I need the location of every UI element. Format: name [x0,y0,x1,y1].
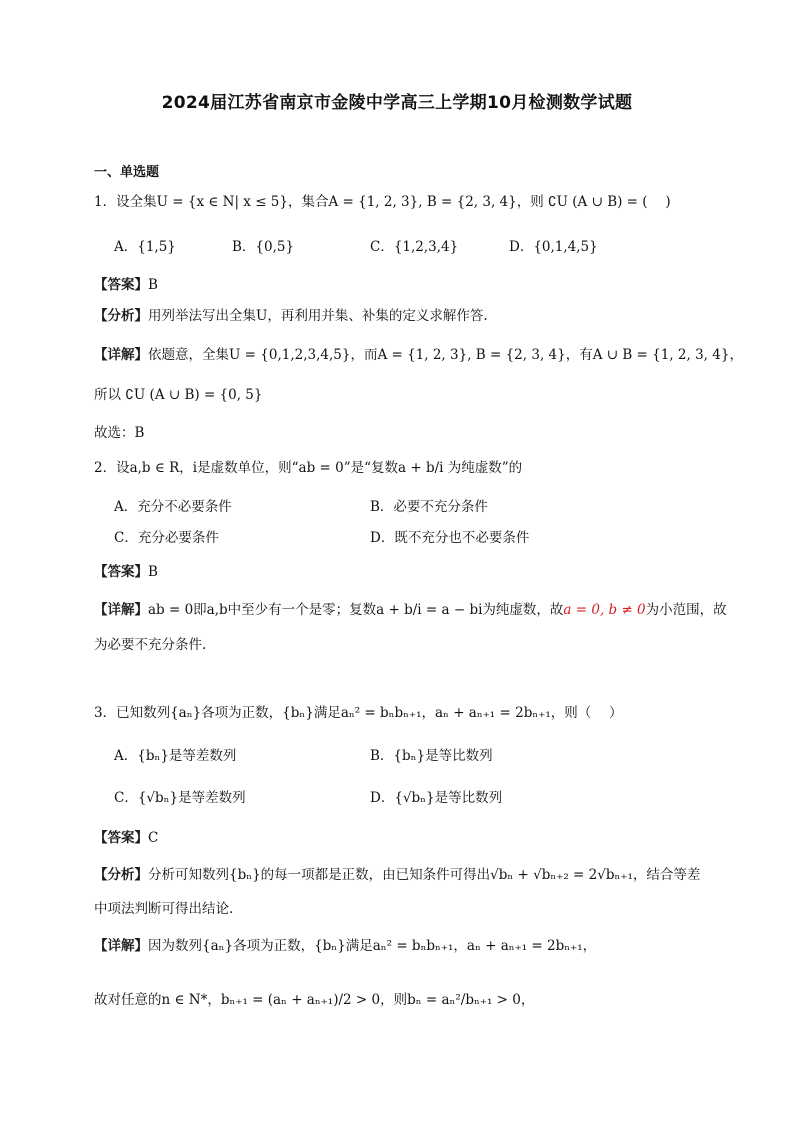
q1-analysis [94,306,734,326]
analysis-text: 用列举法写出全集U，再利用并集、补集的定义求解作答. [148,308,488,324]
q1-detail-line-2: 所以 ∁U (A ∪ B) = {0, 5} [94,387,263,403]
q3-option-c: C．{√bₙ}是等差数列 [114,790,246,806]
q1-option-b: B．{0,5} [232,239,295,255]
q1-option-a: A．{1,5} [114,239,176,255]
q1-detail-line-1 [94,345,743,365]
q2-answer [94,562,734,582]
detail-text: ab = 0即a,b中至少有一个是零；复数a + b/i = a − bi为纯虚数，故 [148,602,564,618]
detail-tag: 【详解】 [94,938,148,954]
detail-text: 因为数列{aₙ}各项为正数，{bₙ}满足aₙ² = bₙbₙ₊₁，aₙ + aₙ₊₁ = 2bₙ₊₁， [148,938,597,954]
q2-option-c: C．充分必要条件 [114,530,219,546]
answer-value: B [148,277,158,293]
q2-option-a: A．充分不必要条件 [114,499,232,515]
answer-tag: 【答案】 [94,830,148,846]
highlighted-condition: a = 0, b ≠ 0 [563,602,646,618]
q2-stem: 2．设a,b ∈ R，i是虚数单位，则“ab = 0”是“复数a + b/i 为纯虚数”的 [94,460,523,476]
q3-option-a: A．{bₙ}是等差数列 [114,748,237,764]
page-title: 2024届江苏省南京市金陵中学高三上学期10月检测数学试题 [161,93,633,113]
q1-option-c: C．{1,2,3,4} [370,239,459,255]
q1-answer [94,275,734,295]
analysis-tag: 【分析】 [94,308,148,324]
q3-analysis-line-1 [94,865,734,885]
q3-answer [94,828,734,848]
q2-option-d: D．既不充分也不必要条件 [370,530,530,546]
answer-tag: 【答案】 [94,277,148,293]
q3-detail-line-2: 故对任意的n ∈ N*，bₙ₊₁ = (aₙ + aₙ₊₁)/2 > 0，则bₙ = aₙ²/bₙ₊₁ > 0， [94,992,535,1008]
detail-tag: 【详解】 [94,602,148,618]
detail-text: 依题意，全集U = {0,1,2,3,4,5}，而A = {1, 2, 3}, B = {2, 3, 4}，有A ∪ B = {1, 2, 3, 4}， [148,347,743,363]
q3-stem: 3．已知数列{aₙ}各项为正数，{bₙ}满足aₙ² = bₙbₙ₊₁，aₙ + aₙ₊₁ = 2bₙ₊₁，则（ ） [94,705,623,721]
answer-value: B [148,564,158,580]
q2-detail-line-1 [94,600,734,620]
detail-text-tail: 为小范围，故 [645,602,727,618]
section-heading: 一、单选题 [94,165,160,180]
q1-option-d: D．{0,1,4,5} [509,239,598,255]
q3-detail-line-1 [94,936,734,956]
analysis-text: 分析可知数列{bₙ}的每一项都是正数，由已知条件可得出√bₙ + √bₙ₊₂ = 2√bₙ₊₁，结合等差 [148,867,701,883]
q2-detail-line-2: 为必要不充分条件. [94,637,207,653]
q3-analysis-line-2: 中项法判断可得出结论. [94,901,234,917]
q2-option-b: B．必要不充分条件 [370,499,488,515]
detail-tag: 【详解】 [94,347,148,363]
analysis-tag: 【分析】 [94,867,148,883]
answer-value: C [148,830,159,846]
q3-option-d: D．{√bₙ}是等比数列 [370,790,503,806]
answer-tag: 【答案】 [94,564,148,580]
q1-conclusion: 故选：B [94,425,145,441]
q3-option-b: B．{bₙ}是等比数列 [370,748,493,764]
q1-stem: 1．设全集U = {x ∈ N| x ≤ 5}，集合A = {1, 2, 3}, B = {2, 3, 4}，则 ∁U (A ∪ B) = ( ) [94,194,671,210]
